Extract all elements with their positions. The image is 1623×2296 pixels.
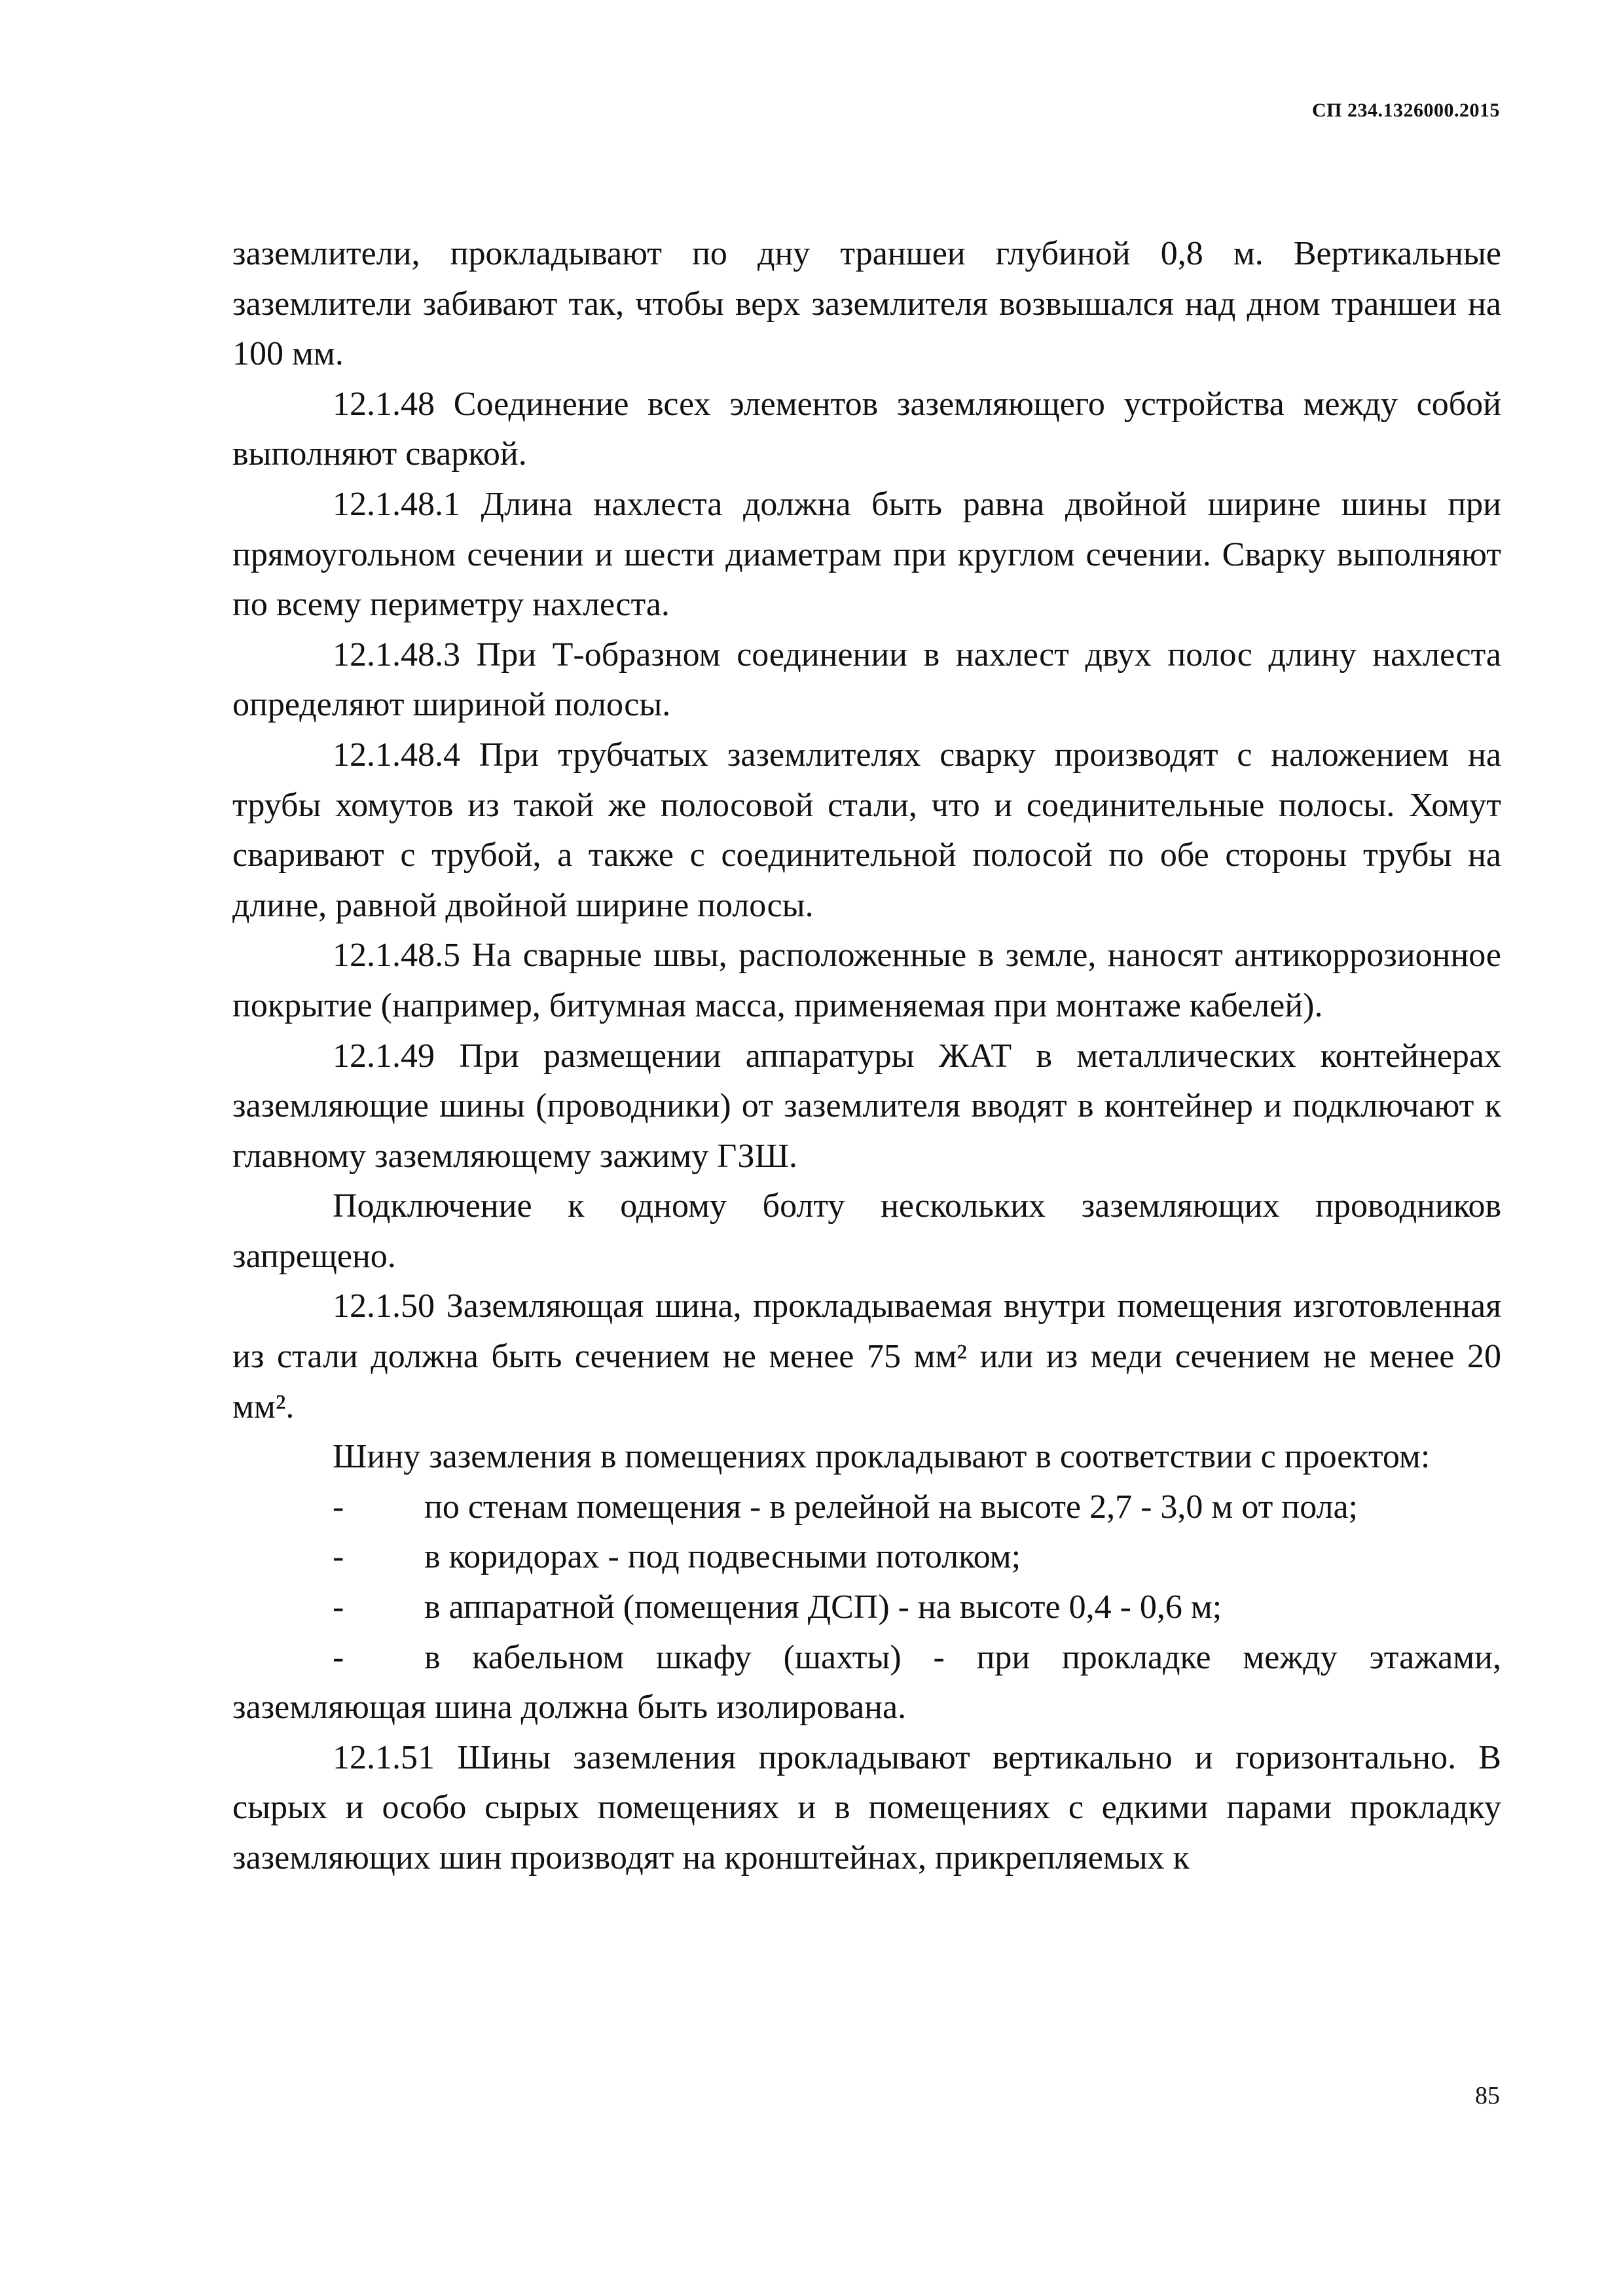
paragraph-connection-prohibited: Подключение к одному болту нескольких заземляющих проводников запрещено.: [232, 1187, 1501, 1275]
list-item: [232, 1532, 1501, 1583]
list-dash: -: [333, 1538, 344, 1576]
list-item: [232, 1482, 1501, 1533]
paragraph-12-1-48-5: 12.1.48.5 На сварные швы, расположенные в земле, наносят антикоррозионное покрытие (например, битумная масса, применяемая при монтаже кабелей).: [232, 937, 1501, 1024]
paragraph-12-1-48-3: 12.1.48.3 При Т-образном соединении в нахлест двух полос длину нахлеста определяют шириной полосы.: [232, 636, 1501, 724]
paragraph-12-1-51: 12.1.51 Шины заземления прокладывают вертикально и горизонтально. В сырых и особо сырых помещениях и в помещениях с едкими парами прокладку заземляющих шин производят на кронштейнах, прикрепляемых к: [232, 1738, 1501, 1876]
paragraph-bus-routing-intro: Шину заземления в помещениях прокладывают в соответствии с проектом:: [333, 1438, 1431, 1476]
list-item: [232, 1583, 1501, 1633]
list-item-text: в коридорах - под подвесными потолком;: [424, 1538, 1021, 1576]
list-dash: -: [333, 1588, 344, 1626]
list-item-text: в аппаратной (помещения ДСП) - на высоте 0,4 - 0,6 м;: [424, 1588, 1222, 1626]
list-item-text: в кабельном шкафу (шахты) - при прокладке между этажами, заземляющая шина должна быть изолирована.: [232, 1638, 1501, 1727]
list-item-text: по стенам помещения - в релейной на высоте 2,7 - 3,0 м от пола;: [424, 1488, 1358, 1526]
page-number: 85: [1475, 2082, 1500, 2109]
paragraph-12-1-48: 12.1.48 Соединение всех элементов заземляющего устройства между собой выполняют сваркой.: [232, 385, 1501, 473]
paragraph-12-1-49: 12.1.49 При размещении аппаратуры ЖАТ в металлических контейнерах заземляющие шины (проводники) от заземлителя вводят в контейнер и подключают к главному заземляющему зажиму ГЗШ.: [232, 1037, 1501, 1175]
paragraph-12-1-48-1: 12.1.48.1 Длина нахлеста должна быть равна двойной ширине шины при прямоугольном сечении и шести диаметрам при круглом сечении. Сварку выполняют по всему периметру нахлеста.: [232, 485, 1501, 624]
list-item: [232, 1633, 1501, 1733]
document-code-header: СП 234.1326000.2015: [1312, 99, 1500, 121]
list-dash: -: [333, 1488, 344, 1526]
paragraph-continuation: заземлители, прокладывают по дну траншеи глубиной 0,8 м. Вертикальные заземлители забивают так, чтобы верх заземлителя возвышался над дном траншеи на 100 мм.: [232, 235, 1501, 373]
document-body: [232, 229, 1501, 1884]
paragraph-12-1-50: 12.1.50 Заземляющая шина, прокладываемая внутри помещения изготовленная из стали должна быть сечением не менее 75 мм² или из меди сечением не менее 20 мм².: [232, 1287, 1501, 1426]
list-dash: -: [333, 1638, 344, 1676]
paragraph-12-1-48-4: 12.1.48.4 При трубчатых заземлителях сварку производят с наложением на трубы хомутов из такой же полосовой стали, что и соединительные полосы. Хомут сваривают с трубой, а также с соединительной полосой по обе стороны трубы на длине, равной двойной ширине полосы.: [232, 736, 1501, 924]
